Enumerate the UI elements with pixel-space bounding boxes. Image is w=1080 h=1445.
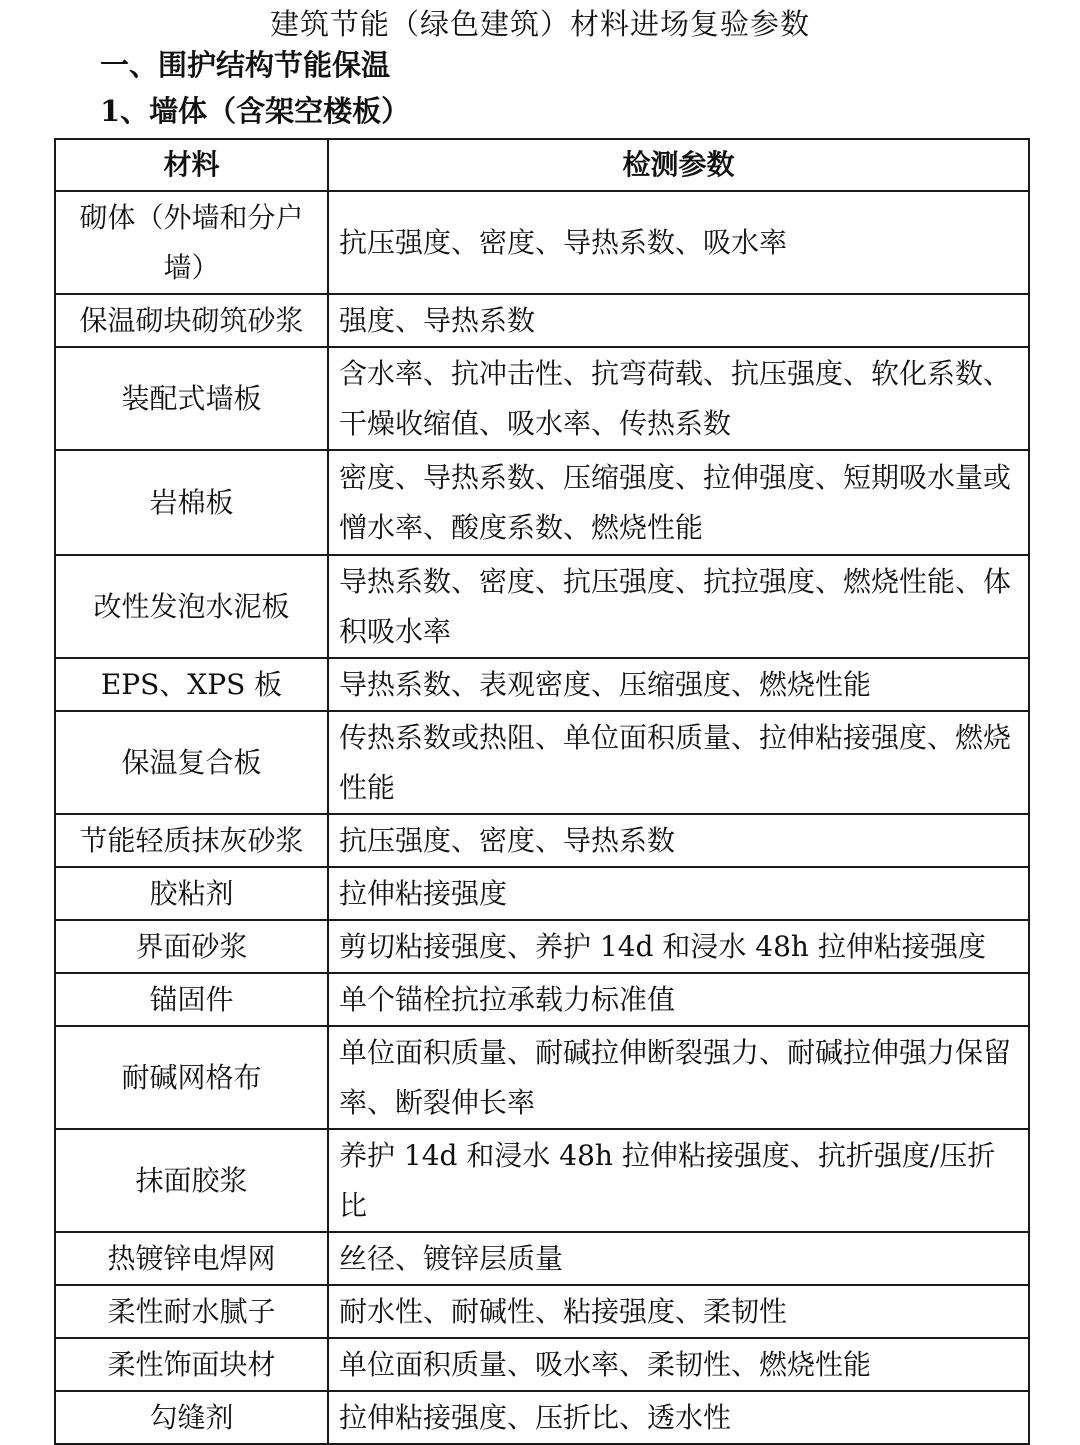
material-cell: 柔性耐水腻子 xyxy=(55,1285,328,1338)
table-row xyxy=(55,920,1029,973)
parameters-cell: 传热系数或热阻、单位面积质量、拉伸粘接强度、燃烧性能 xyxy=(328,711,1029,814)
parameters-cell: 强度、导热系数 xyxy=(328,294,1029,347)
table-row xyxy=(55,450,1029,555)
parameters-cell: 含水率、抗冲击性、抗弯荷载、抗压强度、软化系数、干燥收缩值、吸水率、传热系数 xyxy=(328,347,1029,450)
parameters-cell: 单个锚栓抗拉承载力标准值 xyxy=(328,973,1029,1026)
parameters-cell: 丝径、镀锌层质量 xyxy=(328,1232,1029,1285)
parameters-cell: 单位面积质量、耐碱拉伸断裂强力、耐碱拉伸强力保留率、断裂伸长率 xyxy=(328,1026,1029,1129)
table-row xyxy=(55,1285,1029,1338)
material-cell: 节能轻质抹灰砂浆 xyxy=(55,814,328,867)
material-cell: 胶粘剂 xyxy=(55,867,328,920)
parameters-cell: 导热系数、表观密度、压缩强度、燃烧性能 xyxy=(328,658,1029,711)
table-row xyxy=(55,814,1029,867)
material-cell: 砌体（外墙和分户墙） xyxy=(55,191,328,294)
table-row xyxy=(55,555,1029,658)
table-row xyxy=(55,1026,1029,1129)
table-row xyxy=(55,867,1029,920)
subsection-heading: 1、墙体（含架空楼板） xyxy=(100,94,411,128)
section-heading: 一、围护结构节能保温 xyxy=(100,48,391,82)
material-cell: 抹面胶浆 xyxy=(55,1129,328,1232)
table-row xyxy=(55,191,1029,294)
parameters-cell: 拉伸粘接强度、压折比、透水性 xyxy=(328,1391,1029,1444)
parameters-cell: 导热系数、密度、抗压强度、抗拉强度、燃烧性能、体积吸水率 xyxy=(328,555,1029,658)
table-row xyxy=(55,294,1029,347)
material-cell: 勾缝剂 xyxy=(55,1391,328,1444)
table-row xyxy=(55,1232,1029,1285)
parameters-cell: 耐水性、耐碱性、粘接强度、柔韧性 xyxy=(328,1285,1029,1338)
material-cell: 柔性饰面块材 xyxy=(55,1338,328,1391)
material-cell: 界面砂浆 xyxy=(55,920,328,973)
table-row xyxy=(55,347,1029,450)
material-cell: 锚固件 xyxy=(55,973,328,1026)
parameters-cell: 剪切粘接强度、养护 14d 和浸水 48h 拉伸粘接强度 xyxy=(328,920,1029,973)
table-row xyxy=(55,1129,1029,1232)
material-cell: 热镀锌电焊网 xyxy=(55,1232,328,1285)
material-cell: 装配式墙板 xyxy=(55,347,328,450)
parameters-cell: 抗压强度、密度、导热系数、吸水率 xyxy=(328,191,1029,294)
document-title: 建筑节能（绿色建筑）材料进场复验参数 xyxy=(269,7,810,41)
parameters-cell: 密度、导热系数、压缩强度、拉伸强度、短期吸水量或憎水率、酸度系数、燃烧性能 xyxy=(328,450,1029,555)
material-cell: 保温复合板 xyxy=(55,711,328,814)
header-material: 材料 xyxy=(55,139,328,191)
parameters-cell: 拉伸粘接强度 xyxy=(328,867,1029,920)
material-cell: 改性发泡水泥板 xyxy=(55,555,328,658)
table-header-row xyxy=(55,139,1029,191)
header-parameters: 检测参数 xyxy=(328,139,1029,191)
table-row xyxy=(55,711,1029,814)
material-cell: 岩棉板 xyxy=(55,450,328,555)
parameters-cell: 养护 14d 和浸水 48h 拉伸粘接强度、抗折强度/压折比 xyxy=(328,1129,1029,1232)
material-cell: 耐碱网格布 xyxy=(55,1026,328,1129)
parameters-cell: 单位面积质量、吸水率、柔韧性、燃烧性能 xyxy=(328,1338,1029,1391)
table-row xyxy=(55,658,1029,711)
material-cell: EPS、XPS 板 xyxy=(55,658,328,711)
material-cell: 保温砌块砌筑砂浆 xyxy=(55,294,328,347)
material-parameters-table xyxy=(54,138,1030,1445)
table-row xyxy=(55,1338,1029,1391)
table-row xyxy=(55,973,1029,1026)
parameters-cell: 抗压强度、密度、导热系数 xyxy=(328,814,1029,867)
table-row xyxy=(55,1391,1029,1444)
